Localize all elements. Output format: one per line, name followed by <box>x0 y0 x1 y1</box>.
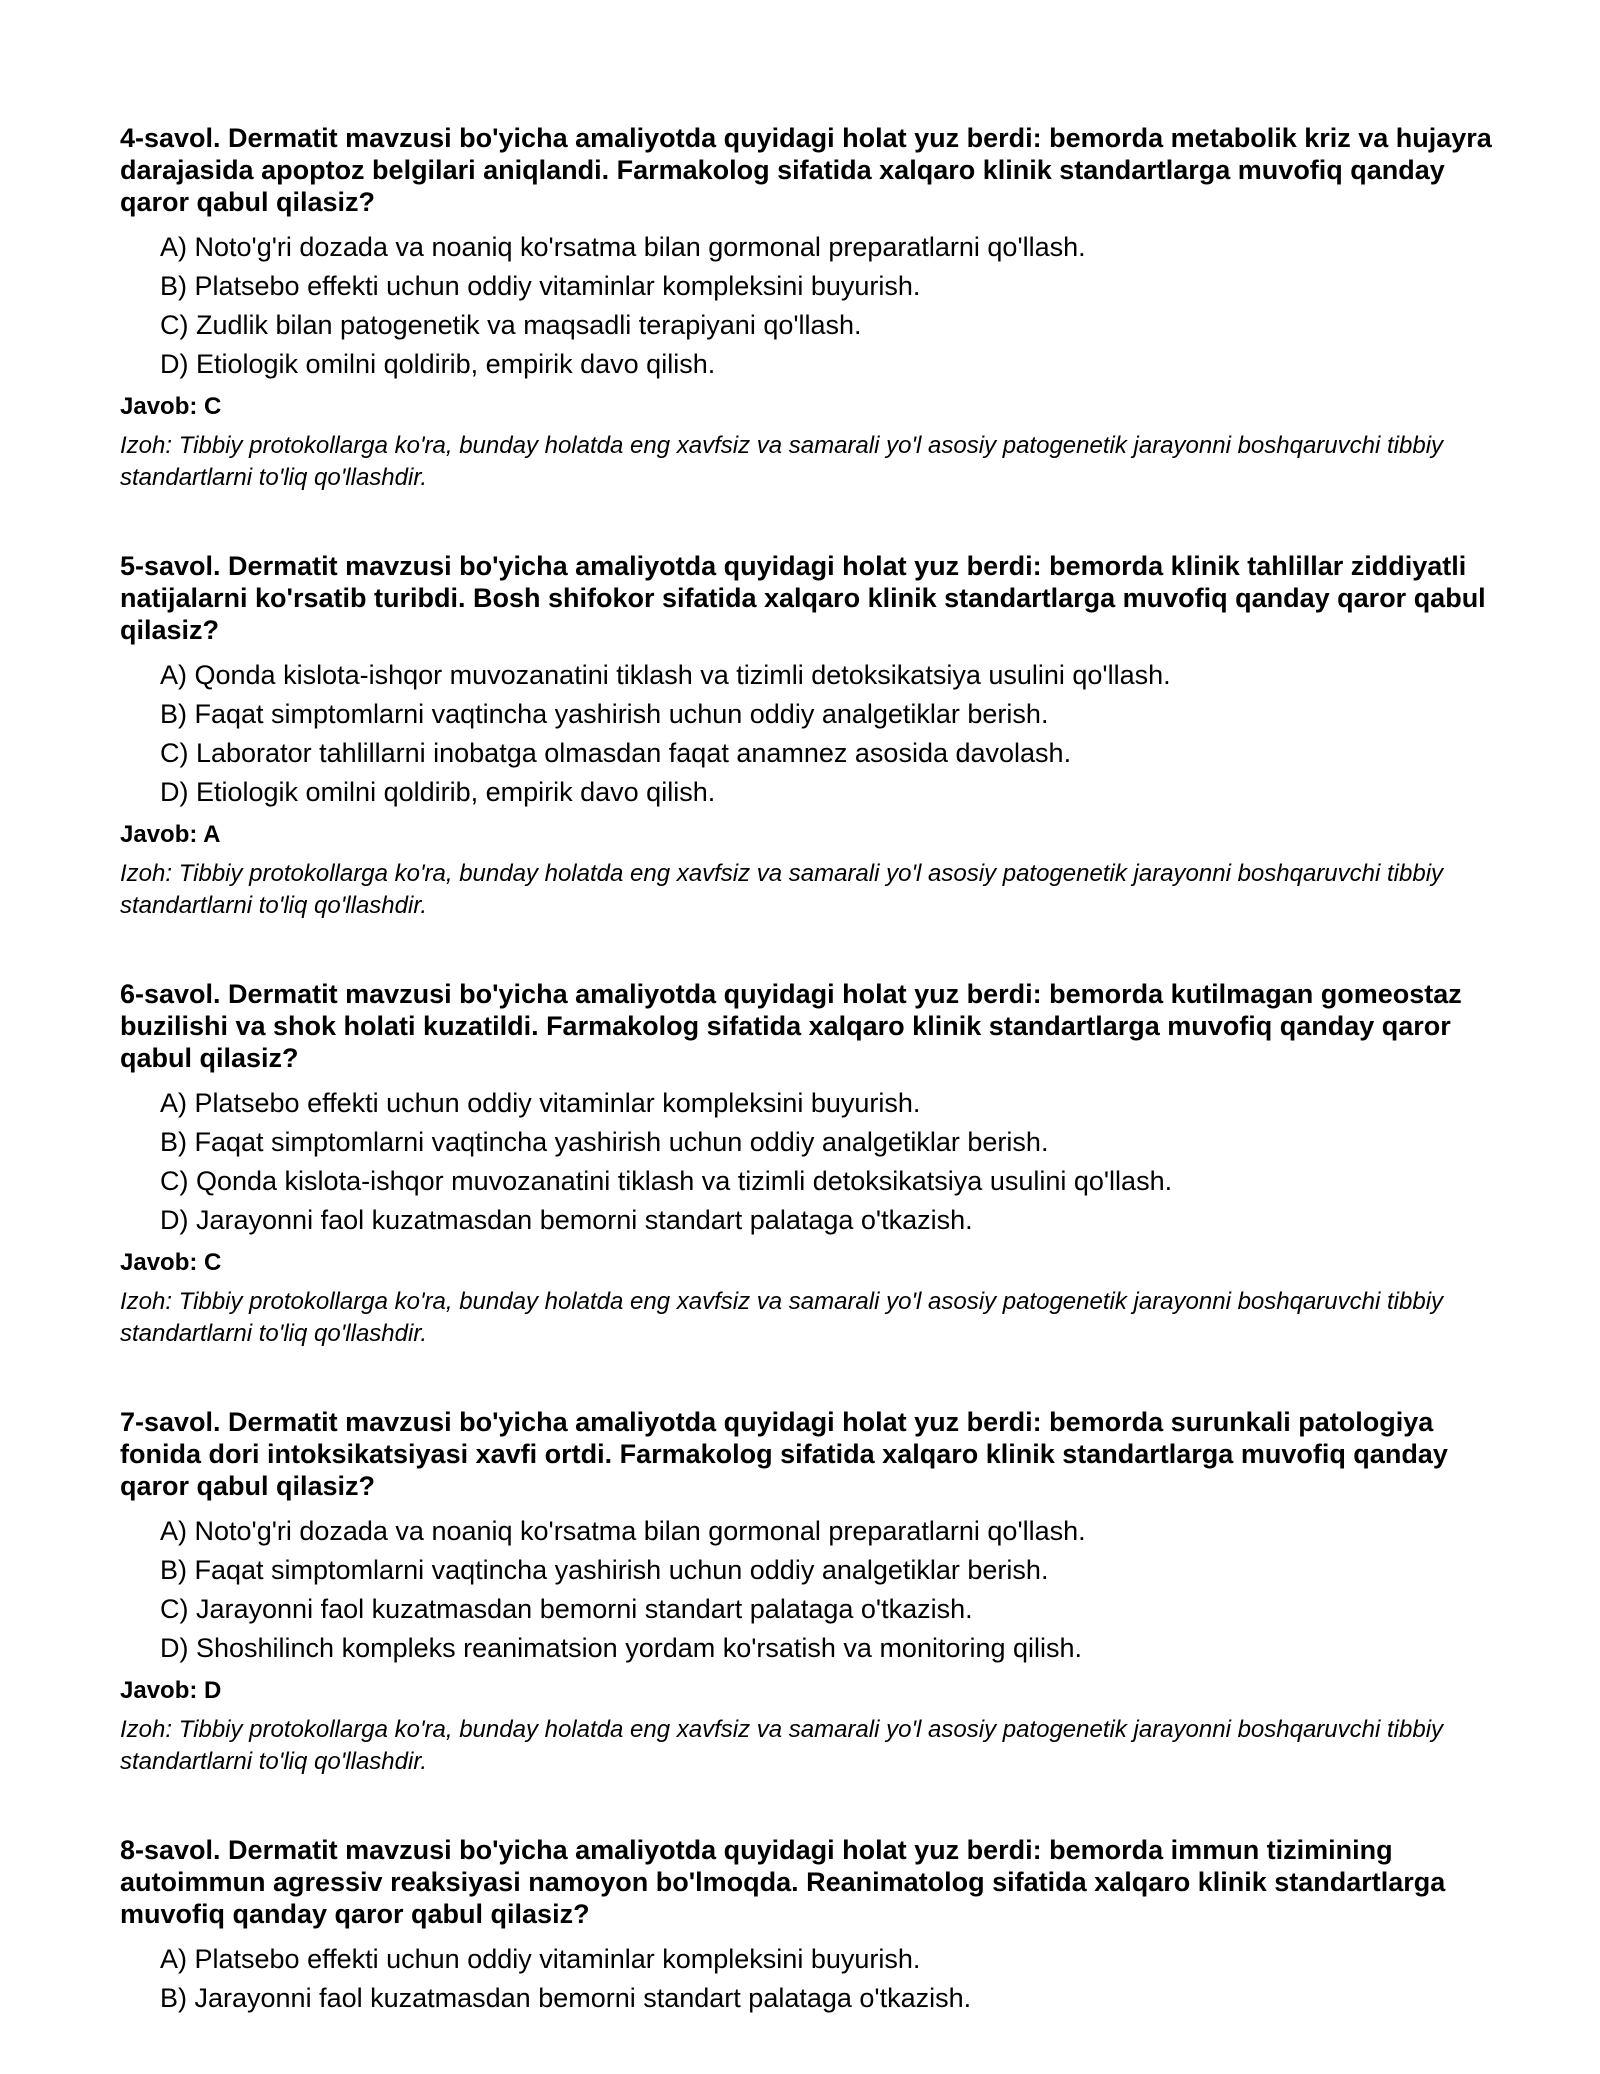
answer-label: Javob: A <box>120 821 221 848</box>
explanation-text: Izoh: Tibbiy protokollarga ko'ra, bunday holatda eng xavfsiz va samarali yo'l asosiy patogenetik jarayonni boshqaruvchi tibbiy standartlarni to'liq qo'llashdir. <box>120 1288 1444 1347</box>
option-d: D) Etiologik omilni qoldirib, empirik davo qilish. <box>160 349 716 379</box>
question-title: 4-savol. Dermatit mavzusi bo'yicha amaliyotda quyidagi holat yuz berdi: bemorda metabolik kriz va hujayra darajasida apoptoz belgilari aniqlandi. Farmakolog sifatida xalqaro klinik standartlarga muvofiq qanday qaror qabul qilasiz? <box>120 123 1492 217</box>
option-list <box>120 228 1500 384</box>
option-b: B) Faqat simptomlarni vaqtincha yashirish uchun oddiy analgetiklar berish. <box>160 1555 1049 1585</box>
option-d: D) Etiologik omilni qoldirib, empirik davo qilish. <box>160 777 716 807</box>
document-page <box>120 122 1500 2074</box>
option-a: A) Platsebo effekti uchun oddiy vitaminlar kompleksini buyurish. <box>160 1088 921 1118</box>
question-7 <box>120 1406 1500 1778</box>
question-title: 5-savol. Dermatit mavzusi bo'yicha amaliyotda quyidagi holat yuz berdi: bemorda klinik tahlillar ziddiyatli natijalarni ko'rsatib turibdi. Bosh shifokor sifatida xalqaro klinik standartlarga muvofiq qanday qaror qabul qilasiz? <box>120 551 1486 645</box>
explanation-text: Izoh: Tibbiy protokollarga ko'ra, bunday holatda eng xavfsiz va samarali yo'l asosiy patogenetik jarayonni boshqaruvchi tibbiy standartlarni to'liq qo'llashdir. <box>120 1716 1444 1775</box>
option-list <box>120 1512 1500 1668</box>
option-b: B) Jarayonni faol kuzatmasdan bemorni standart palataga o'tkazish. <box>160 1983 972 2013</box>
option-b: B) Faqat simptomlarni vaqtincha yashirish uchun oddiy analgetiklar berish. <box>160 699 1049 729</box>
option-a: A) Qonda kislota-ishqor muvozanatini tiklash va tizimli detoksikatsiya usulini qo'llash. <box>160 660 1171 690</box>
option-list <box>120 1940 1500 2018</box>
option-c: C) Qonda kislota-ishqor muvozanatini tiklash va tizimli detoksikatsiya usulini qo'llash. <box>160 1166 1173 1196</box>
question-5 <box>120 550 1500 922</box>
explanation-text: Izoh: Tibbiy protokollarga ko'ra, bunday holatda eng xavfsiz va samarali yo'l asosiy patogenetik jarayonni boshqaruvchi tibbiy standartlarni to'liq qo'llashdir. <box>120 432 1444 491</box>
option-list <box>120 656 1500 812</box>
question-8 <box>120 1834 1500 2018</box>
answer-label: Javob: D <box>120 1677 222 1704</box>
question-title: 8-savol. Dermatit mavzusi bo'yicha amaliyotda quyidagi holat yuz berdi: bemorda immun tizimining autoimmun agressiv reaksiyasi namoyon bo'lmoqda. Reanimatolog sifatida xalqaro klinik standartlarga muvofiq qanday qaror qabul qilasiz? <box>120 1835 1446 1929</box>
option-a: A) Noto'g'ri dozada va noaniq ko'rsatma bilan gormonal preparatlarni qo'llash. <box>160 232 1086 262</box>
option-b: B) Faqat simptomlarni vaqtincha yashirish uchun oddiy analgetiklar berish. <box>160 1127 1049 1157</box>
explanation-text: Izoh: Tibbiy protokollarga ko'ra, bunday holatda eng xavfsiz va samarali yo'l asosiy patogenetik jarayonni boshqaruvchi tibbiy standartlarni to'liq qo'llashdir. <box>120 860 1444 919</box>
option-c: C) Laborator tahlillarni inobatga olmasdan faqat anamnez asosida davolash. <box>160 738 1072 768</box>
option-c: C) Jarayonni faol kuzatmasdan bemorni standart palataga o'tkazish. <box>160 1594 973 1624</box>
option-b: B) Platsebo effekti uchun oddiy vitaminlar kompleksini buyurish. <box>160 271 921 301</box>
answer-label: Javob: C <box>120 393 222 420</box>
question-6 <box>120 978 1500 1350</box>
answer-label: Javob: C <box>120 1249 222 1276</box>
question-title: 7-savol. Dermatit mavzusi bo'yicha amaliyotda quyidagi holat yuz berdi: bemorda surunkali patologiya fonida dori intoksikatsiyasi xavfi ortdi. Farmakolog sifatida xalqaro klinik standartlarga muvofiq qanday qaror qabul qilasiz? <box>120 1407 1448 1501</box>
option-d: D) Shoshilinch kompleks reanimatsion yordam ko'rsatish va monitoring qilish. <box>160 1633 1083 1663</box>
option-d: D) Jarayonni faol kuzatmasdan bemorni standart palataga o'tkazish. <box>160 1205 973 1235</box>
question-title: 6-savol. Dermatit mavzusi bo'yicha amaliyotda quyidagi holat yuz berdi: bemorda kutilmagan gomeostaz buzilishi va shok holati kuzatildi. Farmakolog sifatida xalqaro klinik standartlarga muvofiq qanday qaror qabul qilasiz? <box>120 979 1462 1073</box>
option-list <box>120 1084 1500 1240</box>
option-a: A) Platsebo effekti uchun oddiy vitaminlar kompleksini buyurish. <box>160 1944 921 1974</box>
question-4 <box>120 122 1500 494</box>
option-c: C) Zudlik bilan patogenetik va maqsadli terapiyani qo'llash. <box>160 310 862 340</box>
option-a: A) Noto'g'ri dozada va noaniq ko'rsatma bilan gormonal preparatlarni qo'llash. <box>160 1516 1086 1546</box>
